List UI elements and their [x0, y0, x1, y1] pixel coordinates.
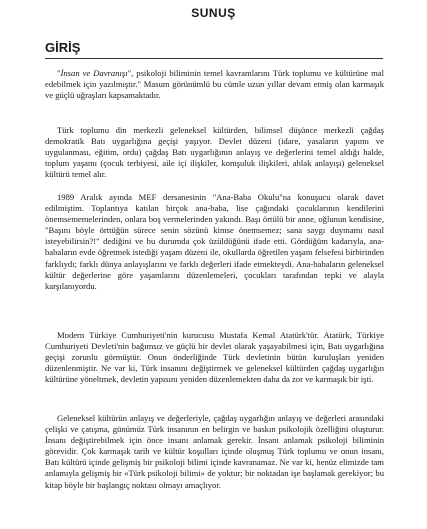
paragraph-4: Modern Türkiye Cumhuriyeti'nin kurucusu Mustafa Kemal Atatürk'tür. Atatürk, Türkiye Cumhuriyeti Devleti'nin bağımsız ve güçlü bir devlet olarak yaşayabilmesi için, Batı uygarlığına geçişi zorunlu görmüştür. Onun önderliğinde Türk devletinin bütün kuruluşları yeniden düzenlenmiştir. Ne var ki, Türk insanını değiştirmek ve geleneksel kültürden çağdaş uygarlığın kültürüne yöneltmek, devletin yapısını yeniden düzenlemekten daha da zor ve karmaşık bir işti.	[45, 330, 384, 385]
section-heading: GİRİŞ	[45, 40, 81, 55]
paragraph-1	[45, 68, 384, 101]
paragraph-3: 1989 Aralık ayında MEF dersanesinin "Ana-Baba Okulu"na konuşucu olarak davet edilmiştim. Toplantıya katılan birçok ana-baba, lise çağındaki çocuklarının kendilerini önemsememelerinden, onlara boş vermelerinden yakındı. Başı örtülü bir anne, oğlunun kendisine, "Başını böyle örttüğün sürece senin sözünü kimse önemsemez; sana saygı duymamı nasıl isteyebilirsin?!" dediğini ve bu durumda çok üzüldüğünü ifade etti. Gördüğüm kadarıyla, ana-babaların evde öğretmek istediği yaşam düzeni ile, okullarda öğretilen yaşam felsefesi birbirinden farklıydı; farklı dünya anlayışlarını ve farklı değerleri ifade etmekteydi. Ana-babaların geleneksel kültür değerlerine göre yaşamlarını düzenlemeleri, çocukları tarafından tepki ve alayla karşılanıyordu.	[45, 192, 384, 291]
paragraph-5: Geleneksel kültürün anlayış ve değerleriyle, çağdaş uygarlığın anlayış ve değerleri arasındaki çelişki ve çatışma, günümüz Türk insanının en belirgin ve baskın psikolojik özelliğini oluşturur. İnsanı değiştirebilmek için önce insanı anlamak gerekir. İnsanı anlamak psikoloji biliminin görevidir. Çok karmaşık tarih ve kültür koşulları içinde oluşmuş Türk toplumu ve onun insanı, Batı kültürü içinde gelişmiş bir psikoloji bilimi içinde kavranamaz. Ne var ki, henüz elimizde tam anlamıyla gelişmiş bir «Türk psikoloji bilimi» de yoktur; bir noktadan işe başlamak gerekiyor; bu kitap böyle bir başlangıç noktası olmayı amaçlıyor.	[45, 413, 384, 490]
paragraph-2: Türk toplumu din merkezli geleneksel kültürden, bilimsel düşünce merkezli çağdaş demokratik Batı uygarlığına geçişi yaşıyor. Devlet düzeni (idare, yasaların yapımı ve uygulanması, eğitim, ordu) çağdaş Batı uygarlığının anlayış ve değerlerini temel aldığı halde, toplum yaşamı (çocuk terbiyesi, aile içi ilişkiler, komşuluk ilişkileri, ahlak anlayışı) geleneksel kültürü temel alır.	[45, 125, 384, 180]
paragraph-1-rest: ", psikoloji biliminin temel kavramlarını Türk toplumu ve kültürüne mal edebilmek için yazılmıştır." Masum görünümlü bu cümle uzun yıllar devam etmiş olan karmaşık ve güçlü uğraşları kapsamaktadır.	[45, 68, 384, 101]
heading-underline	[45, 58, 383, 59]
paragraph-1-lead: "	[57, 68, 61, 78]
page-title: SUNUŞ	[191, 6, 236, 20]
book-title-italic: İnsan ve Davranışı	[60, 68, 128, 78]
